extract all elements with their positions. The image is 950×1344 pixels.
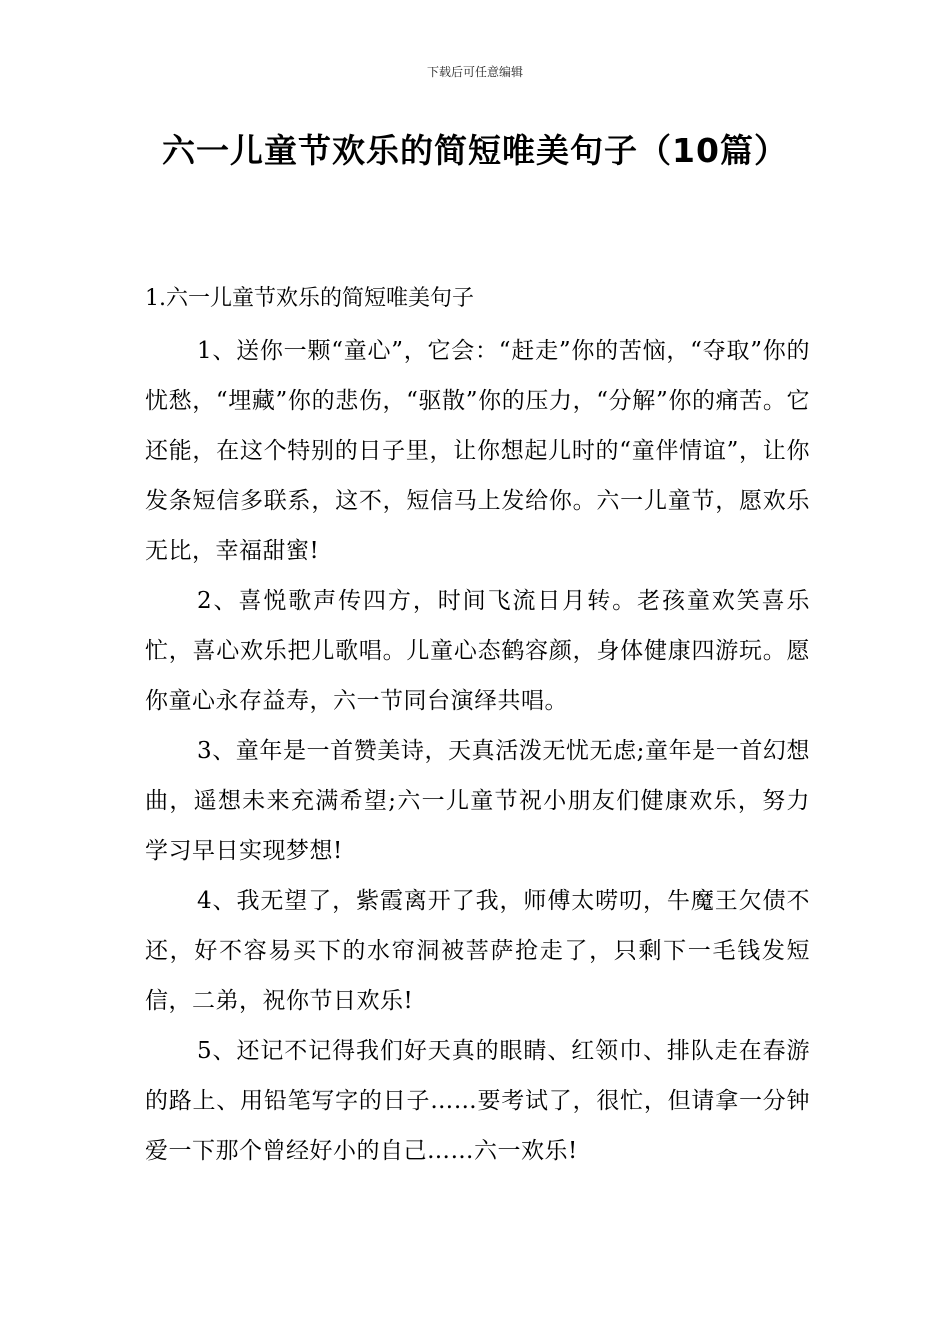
paragraph-3: 3、童年是一首赞美诗，天真活泼无忧无虑;童年是一首幻想曲，遥想未来充满希望;六一儿童节祝小朋友们健康欢乐，努力学习早日实现梦想! xyxy=(145,738,810,864)
section-heading: 1.六一儿童节欢乐的简短唯美句子 xyxy=(145,286,474,311)
paragraph-5: 5、还记不记得我们好天真的眼睛、红领巾、排队走在春游的路上、用铅笔写字的日子……要考试了，很忙，但请拿一分钟爱一下那个曾经好小的自己……六一欢乐! xyxy=(145,1038,810,1164)
document-title: 六一儿童节欢乐的简短唯美句子（10篇） xyxy=(162,131,788,170)
paragraph-1: 1、送你一颗“童心”，它会：“赶走”你的苦恼，“夺取”你的忧愁，“埋藏”你的悲伤，“驱散”你的压力，“分解”你的痛苦。它还能，在这个特别的日子里，让你想起儿时的“童伴情谊”，让你发条短信多联系，这不，短信马上发给你。六一儿童节，愿欢乐无比，幸福甜蜜! xyxy=(145,338,810,564)
paragraph-2: 2、喜悦歌声传四方，时间飞流日月转。老孩童欢笑喜乐忙，喜心欢乐把儿歌唱。儿童心态鹤容颜，身体健康四游玩。愿你童心永存益寿，六一节同台演绎共唱。 xyxy=(145,588,810,714)
paragraph-4: 4、我无望了，紫霞离开了我，师傅太唠叨，牛魔王欠债不还，好不容易买下的水帘洞被菩萨抢走了，只剩下一毛钱发短信，二弟，祝你节日欢乐! xyxy=(145,888,810,1014)
document-body xyxy=(145,326,810,1176)
header-note: 下载后可任意编辑 xyxy=(426,65,523,79)
